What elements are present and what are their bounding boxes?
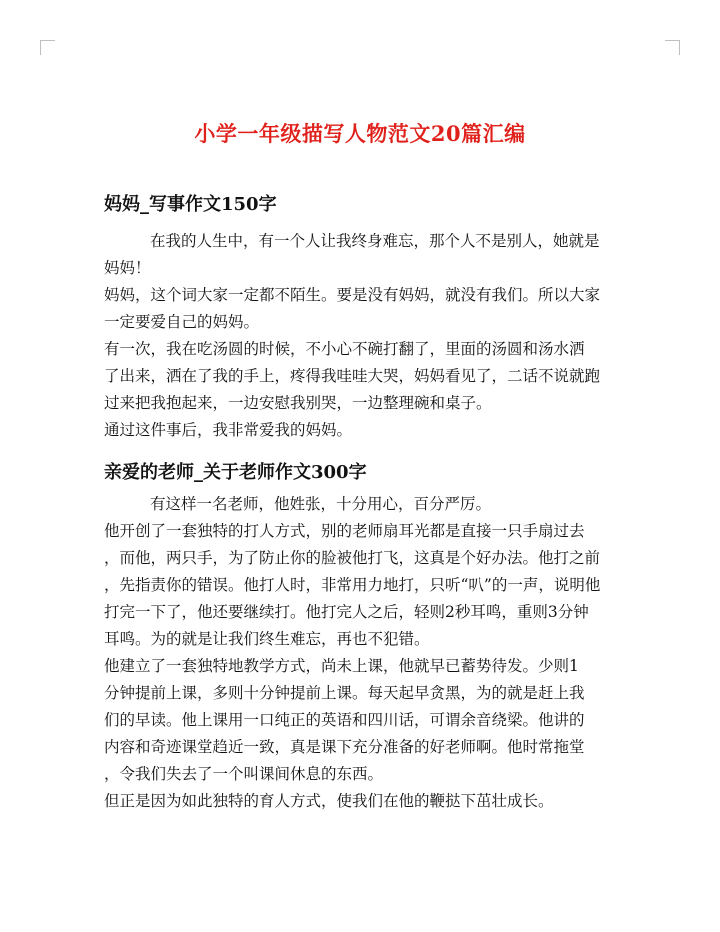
paragraph-line: 有这样一名老师，他姓张，十分用心，百分严厉。 bbox=[150, 495, 492, 513]
paragraph-line: ，而他，两只手，为了防止你的脸被他打飞，这真是个好办法。他打之前 bbox=[104, 549, 601, 567]
paragraph-line: 耳鸣。为的就是让我们终生难忘，再也不犯错。 bbox=[104, 630, 430, 648]
paragraph-line: 过来把我抱起来，一边安慰我别哭，一边整理碗和桌子。 bbox=[104, 394, 492, 412]
paragraph-line: 内容和奇迹课堂趋近一致，真是课下充分准备的好老师啊。他时常拖堂 bbox=[104, 738, 585, 756]
paragraph-line: 一定要爱自己的妈妈。 bbox=[104, 313, 260, 331]
paragraph-line: 但正是因为如此独特的育人方式，使我们在他的鞭挞下茁壮成长。 bbox=[104, 792, 554, 810]
paragraph-line: 在我的人生中，有一个人让我终身难忘，那个人不是别人，她就是 bbox=[150, 232, 600, 250]
paragraph-line: 妈妈，这个词大家一定都不陌生。要是没有妈妈，就没有我们。所以大家 bbox=[104, 286, 601, 304]
paragraph-line: ，先指责你的错误。他打人时，非常用力地打，只听“叭”的一声，说明他 bbox=[104, 576, 601, 594]
paragraph-line: 他建立了一套独特地教学方式，尚未上课，他就早已蓄势待发。少则1 bbox=[104, 657, 579, 675]
paragraph-line: 他开创了一套独特的打人方式，别的老师扇耳光都是直接一只手扇过去 bbox=[104, 522, 585, 540]
paragraph-line: 分钟提前上课，多则十分钟提前上课。每天起早贪黑，为的就是赶上我 bbox=[104, 684, 585, 702]
document-title: 小学一年级描写人物范文20篇汇编 bbox=[194, 121, 526, 146]
crop-mark-top-left bbox=[40, 40, 55, 55]
paragraph-line: 们的早读。他上课用一口纯正的英语和四川话，可谓余音绕梁。他讲的 bbox=[104, 711, 585, 729]
paragraph-line: ，令我们失去了一个叫课间休息的东西。 bbox=[104, 765, 384, 783]
crop-mark-top-right bbox=[665, 40, 680, 55]
paragraph-line: 妈妈！ bbox=[104, 259, 151, 277]
section-heading-teacher: 亲爱的老师_关于老师作文300字 bbox=[104, 462, 367, 483]
paragraph-line: 打完一下了，他还要继续打。他打完人之后，轻则2秒耳鸣，重则3分钟 bbox=[104, 603, 589, 621]
paragraph-line: 有一次，我在吃汤圆的时候，不小心不碗打翻了，里面的汤圆和汤水洒 bbox=[104, 340, 585, 358]
paragraph-line: 了出来，洒在了我的手上，疼得我哇哇大哭，妈妈看见了，二话不说就跑 bbox=[104, 367, 601, 385]
paragraph-line: 通过这件事后，我非常爱我的妈妈。 bbox=[104, 421, 353, 439]
section-heading-mother: 妈妈_写事作文150字 bbox=[104, 194, 277, 215]
